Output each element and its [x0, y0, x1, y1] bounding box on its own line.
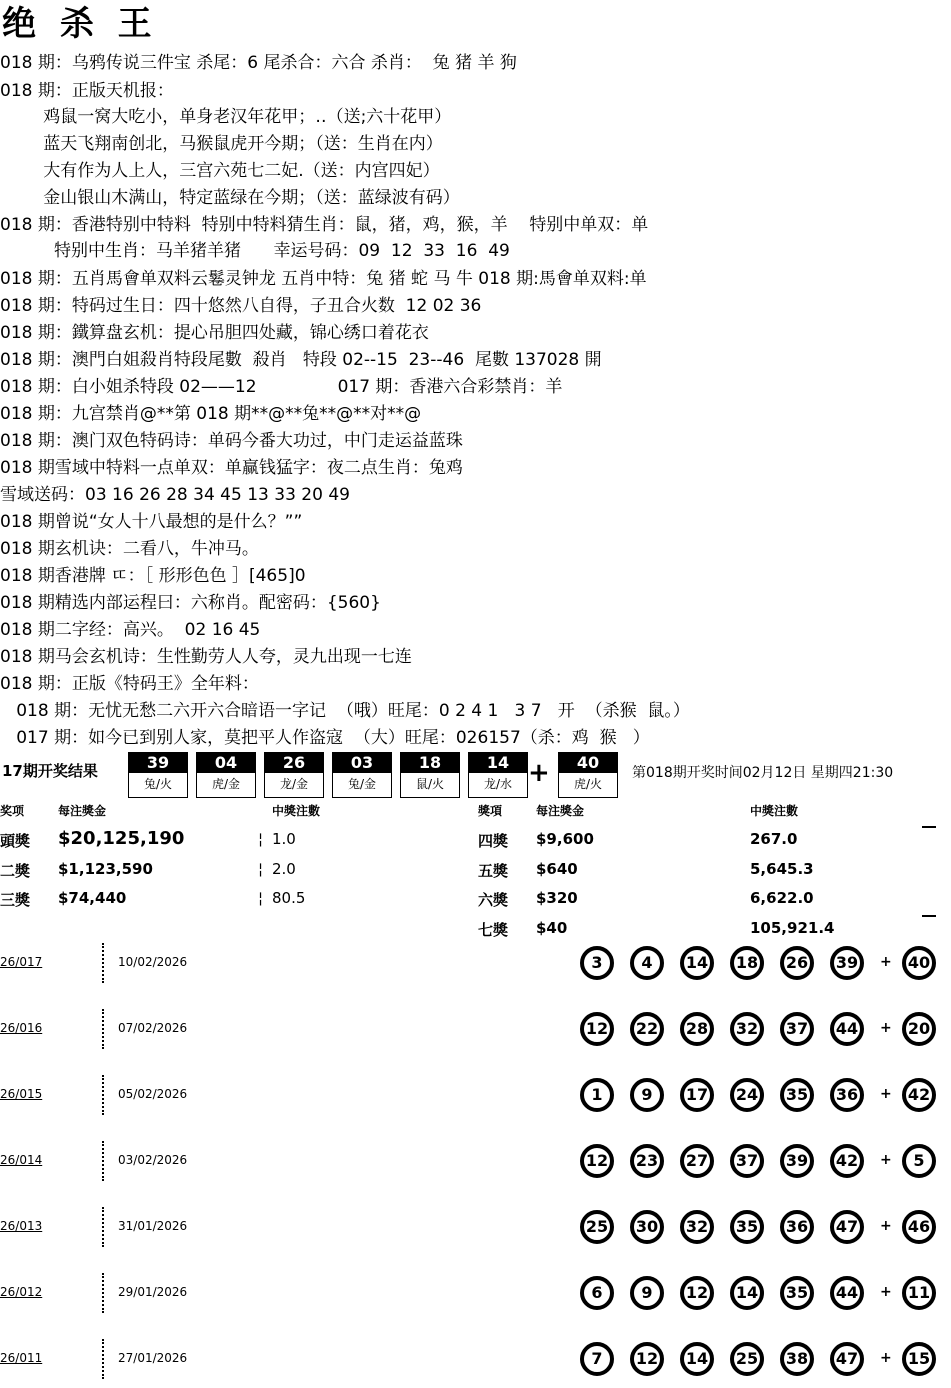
lottery-ball: 4: [630, 946, 664, 980]
result-number: 14: [469, 753, 527, 773]
history-date: 31/01/2026: [118, 1219, 188, 1233]
history-date: 05/02/2026: [118, 1087, 188, 1101]
lottery-ball: 14: [680, 1342, 714, 1376]
history-period: 26/017: [0, 955, 43, 969]
lottery-ball: 36: [830, 1078, 864, 1112]
history-plus: +: [880, 1086, 892, 1102]
result-zodiac-tag: 鼠/火: [415, 777, 445, 791]
prize-winners: 105,921.4: [750, 919, 835, 937]
history-divider: [102, 1273, 106, 1313]
prize-amount: $20,125,190: [58, 828, 185, 849]
lottery-ball: 32: [730, 1012, 764, 1046]
history-plus: +: [880, 954, 892, 970]
text-line: 018 期：无忧无愁二六开六合暗语一字记 （哦）旺尾：0 2 4 1 3 7 开 （杀猴 鼠。）: [0, 701, 690, 721]
text-line: 018 期精选内部运程曰：六称肖。配密码：{560}: [0, 593, 381, 613]
special-zodiac-tag: 虎/火: [573, 777, 603, 791]
prize-winners: 5,645.3: [750, 860, 814, 878]
history-plus: +: [880, 1152, 892, 1168]
text-line: 大有作为人上人，三宫六苑七二妃.（送：内宫四妃）: [0, 161, 440, 181]
prize-header: 奖项: [0, 804, 25, 818]
lottery-ball: 47: [830, 1210, 864, 1244]
text-line: 018 期二字经：高兴。 02 16 45: [0, 620, 261, 640]
lottery-ball: 37: [730, 1144, 764, 1178]
history-date: 10/02/2026: [118, 955, 188, 969]
special-ball: 42: [902, 1078, 936, 1112]
result-number-box: [332, 752, 392, 798]
lottery-ball: 26: [780, 946, 814, 980]
text-line: 018 期玄机诀：二看八，牛冲马。: [0, 539, 259, 559]
lottery-ball: 25: [580, 1210, 614, 1244]
lottery-ball: 14: [680, 946, 714, 980]
text-line: 018 期：特码过生日：四十悠然八自得，子丑合火数 12 02 36: [0, 296, 482, 316]
history-divider: [102, 1075, 106, 1115]
result-plus: +: [528, 758, 550, 788]
history-period: 26/014: [0, 1153, 43, 1167]
lottery-ball: 28: [680, 1012, 714, 1046]
history-period: 26/011: [0, 1351, 43, 1365]
prize-amount: $1,123,590: [58, 860, 153, 878]
prize-header: 獎項: [478, 804, 503, 818]
result-zodiac-tag: 龙/金: [279, 777, 309, 791]
prize-name: 四獎: [478, 832, 509, 850]
lottery-ball: 22: [630, 1012, 664, 1046]
lottery-ball: 44: [830, 1012, 864, 1046]
result-number-box: [128, 752, 188, 798]
lottery-ball: 1: [580, 1078, 614, 1112]
history-divider: [102, 943, 106, 983]
history-period: 26/012: [0, 1285, 43, 1299]
prize-name: 六獎: [478, 891, 509, 909]
result-zodiac-tag: 龙/水: [483, 777, 513, 791]
result-number-box: [264, 752, 324, 798]
lottery-ball: 18: [730, 946, 764, 980]
lottery-ball: 9: [630, 1078, 664, 1112]
lottery-ball: 6: [580, 1276, 614, 1310]
text-line: 018 期：澳门双色特码诗：单码今番大功过，中门走运益蓝珠: [0, 431, 463, 451]
lottery-ball: 7: [580, 1342, 614, 1376]
lottery-ball: 44: [830, 1276, 864, 1310]
history-period: 26/016: [0, 1021, 43, 1035]
prize-winners: 2.0: [272, 860, 296, 878]
history-date: 03/02/2026: [118, 1153, 188, 1167]
margin-dash: [922, 915, 936, 917]
text-line: 018 期：澳門白姐殺肖特段尾數 殺肖 特段 02--15 23--46 尾數 137028 開: [0, 350, 602, 370]
result-number-box: [196, 752, 256, 798]
text-line: 蓝天飞翔南创北，马猴鼠虎开今期；（送：生肖在内）: [0, 134, 443, 154]
special-ball: 40: [902, 946, 936, 980]
prize-amount: $320: [536, 889, 578, 907]
result-number: 39: [129, 753, 187, 773]
lottery-ball: 14: [730, 1276, 764, 1310]
special-ball: 20: [902, 1012, 936, 1046]
special-ball: 15: [902, 1342, 936, 1376]
prize-amount: $74,440: [58, 889, 127, 907]
lottery-ball: 12: [580, 1012, 614, 1046]
prize-separator: ¦: [258, 830, 264, 848]
text-line: 018 期香港牌 ㄸ：［ 形形色色 ］[465]0: [0, 566, 306, 586]
history-date: 07/02/2026: [118, 1021, 188, 1035]
prize-name: 二獎: [0, 862, 31, 880]
history-plus: +: [880, 1218, 892, 1234]
text-line: 018 期：乌鸦传说三件宝 杀尾：6 尾杀合：六合 杀肖： 兔 猪 羊 狗: [0, 53, 517, 73]
lottery-ball: 12: [630, 1342, 664, 1376]
text-line: 金山银山木满山，特定蓝绿在今期；（送：蓝绿波有码）: [0, 188, 460, 208]
prize-header: 中獎注數: [272, 804, 321, 818]
lottery-ball: 42: [830, 1144, 864, 1178]
lottery-ball: 35: [730, 1210, 764, 1244]
page-title: 绝 杀 王: [2, 4, 158, 44]
lottery-ball: 24: [730, 1078, 764, 1112]
prize-header: 每注獎金: [536, 804, 585, 818]
history-divider: [102, 1141, 106, 1181]
history-period: 26/013: [0, 1219, 43, 1233]
lottery-ball: 27: [680, 1144, 714, 1178]
draw-time: 第018期开奖时间02月12日 星期四21:30: [632, 765, 894, 781]
lottery-ball: 12: [680, 1276, 714, 1310]
result-number: 26: [265, 753, 323, 773]
history-period: 26/015: [0, 1087, 43, 1101]
lottery-ball: 38: [780, 1342, 814, 1376]
result-number: 04: [197, 753, 255, 773]
special-ball: 46: [902, 1210, 936, 1244]
prize-header: 每注獎金: [58, 804, 107, 818]
lottery-ball: 17: [680, 1078, 714, 1112]
result-label: 17期开奖结果: [2, 762, 98, 780]
special-ball: 11: [902, 1276, 936, 1310]
result-zodiac-tag: 虎/金: [211, 777, 241, 791]
history-date: 27/01/2026: [118, 1351, 188, 1365]
prize-winners: 80.5: [272, 889, 306, 907]
history-plus: +: [880, 1284, 892, 1300]
history-divider: [102, 1339, 106, 1379]
lottery-ball: 47: [830, 1342, 864, 1376]
prize-separator: ¦: [258, 860, 264, 878]
text-line: 018 期：五肖馬會单双料云鬈灵钟龙 五肖中特：兔 猪 蛇 马 牛 018 期:馬會单双料:单: [0, 269, 647, 289]
lottery-ball: 23: [630, 1144, 664, 1178]
lottery-ball: 9: [630, 1276, 664, 1310]
result-number: 18: [401, 753, 459, 773]
special-number: 40: [559, 753, 617, 773]
special-number-box: [558, 752, 618, 798]
history-divider: [102, 1009, 106, 1049]
result-zodiac-tag: 兔/火: [143, 777, 173, 791]
text-line: 018 期：香港特别中特料 特别中特料猜生肖：鼠，猪，鸡，猴，羊 特别中单双：单: [0, 215, 649, 235]
prize-amount: $640: [536, 860, 578, 878]
lottery-ball: 37: [780, 1012, 814, 1046]
lottery-ball: 30: [630, 1210, 664, 1244]
prize-amount: $9,600: [536, 830, 594, 848]
prize-winners: 1.0: [272, 830, 296, 848]
lottery-ball: 35: [780, 1276, 814, 1310]
prize-header: 中獎注數: [750, 804, 799, 818]
prize-winners: 6,622.0: [750, 889, 814, 907]
history-divider: [102, 1207, 106, 1247]
text-line: 018 期曾说“女人十八最想的是什么？””: [0, 512, 303, 532]
prize-separator: ¦: [258, 889, 264, 907]
result-number-box: [400, 752, 460, 798]
lottery-ball: 12: [580, 1144, 614, 1178]
history-plus: +: [880, 1350, 892, 1366]
text-line: 018 期：九宫禁肖@**第 018 期**@**兔**@**对**@: [0, 404, 422, 424]
prize-name: 五獎: [478, 862, 509, 880]
text-line: 鸡鼠一窝大吃小，单身老汉年花甲；‥（送;六十花甲）: [0, 107, 452, 127]
prize-name: 七獎: [478, 921, 509, 939]
lottery-ball: 39: [780, 1144, 814, 1178]
lottery-ball: 3: [580, 946, 614, 980]
text-line: 018 期：白小姐杀特段 02——12 017 期：香港六合彩禁肖：羊: [0, 377, 563, 397]
history-plus: +: [880, 1020, 892, 1036]
lottery-ball: 32: [680, 1210, 714, 1244]
lottery-ball: 35: [780, 1078, 814, 1112]
lottery-ball: 39: [830, 946, 864, 980]
result-zodiac-tag: 兔/金: [347, 777, 377, 791]
prize-name: 三獎: [0, 891, 31, 909]
prize-name: 頭獎: [0, 832, 31, 850]
margin-dash: [922, 826, 936, 828]
text-line: 018 期：正版天机报：: [0, 81, 174, 101]
prize-amount: $40: [536, 919, 568, 937]
text-line: 018 期：鐵算盘玄机：提心吊胆四处藏，锦心绣口着花衣: [0, 323, 429, 343]
text-line: 特别中生肖：马羊猪羊猪 幸运号码：09 12 33 16 49: [0, 241, 510, 261]
lottery-ball: 25: [730, 1342, 764, 1376]
special-ball: 5: [902, 1144, 936, 1178]
text-line: 017 期：如今已到别人家，莫把平人作盗寇 （大）旺尾：026157（杀：鸡 猴 ）: [0, 728, 650, 748]
text-line: 018 期雪域中特料一点单双：单赢钱猛字：夜二点生肖：兔鸡: [0, 458, 463, 478]
result-number-box: [468, 752, 528, 798]
text-line: 雪域送码：03 16 26 28 34 45 13 33 20 49: [0, 485, 350, 505]
lottery-ball: 36: [780, 1210, 814, 1244]
text-line: 018 期：正版《特码王》全年料：: [0, 674, 259, 694]
history-date: 29/01/2026: [118, 1285, 188, 1299]
result-number: 03: [333, 753, 391, 773]
prize-winners: 267.0: [750, 830, 798, 848]
text-line: 018 期马会玄机诗：生性勤劳人人夸，灵九出现一七连: [0, 647, 412, 667]
